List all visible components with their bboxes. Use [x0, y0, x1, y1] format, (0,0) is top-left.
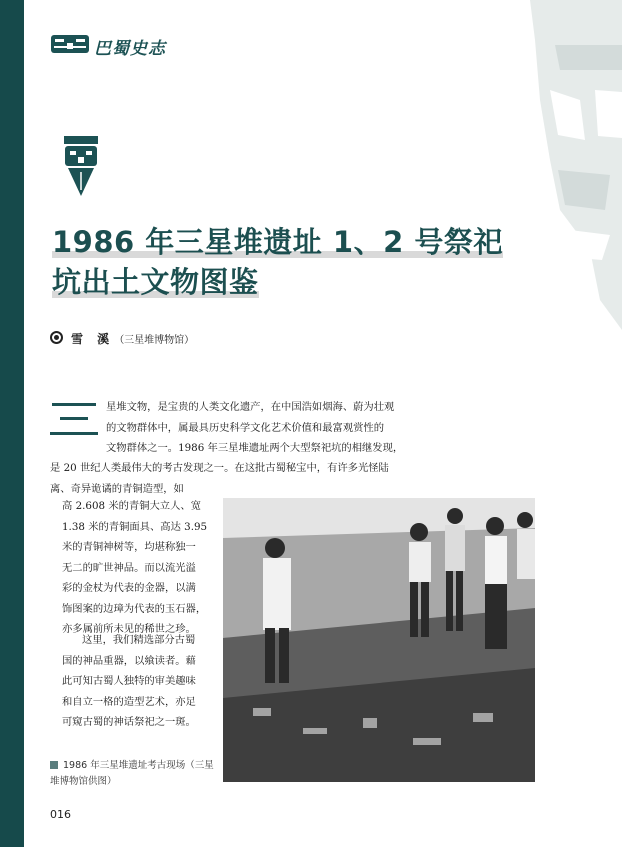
caption-marker-icon — [50, 761, 58, 769]
text-line: 亦多属前所未见的稀世之珍。 — [62, 623, 196, 635]
text-line: 的文物群体中，属最具历史科学文化艺术价值和最富观赏性的 — [106, 421, 385, 434]
pen-nib-icon — [64, 136, 98, 196]
paragraph-1-top — [106, 397, 436, 459]
text-line: 可窥古蜀的神话祭祀之一斑。 — [62, 716, 196, 728]
title-line-2: 坑出土文物图鉴 — [52, 262, 259, 302]
text-line: 和自立一格的造型艺术，亦足 — [62, 695, 196, 708]
text-line: 无二的旷世神品。而以流光溢 — [62, 561, 196, 574]
text-line: 是 20 世纪人类最伟大的考古发现之一。在这批古蜀秘宝中，有许多光怪陆 — [50, 462, 389, 474]
left-color-bar — [0, 0, 24, 847]
text-line: 米的青铜神树等，均堪称独一 — [62, 541, 196, 553]
excavation-site-photo — [223, 498, 535, 782]
paragraph-1-full — [50, 458, 440, 499]
text-line: 星堆文物，是宝贵的人类文化遗产，在中国浩如烟海、蔚为壮观 — [106, 401, 395, 413]
article-title — [52, 222, 532, 302]
photo-caption — [50, 758, 215, 790]
author-affiliation: （三星堆博物馆） — [114, 335, 195, 346]
text-line: 此可知古蜀人独特的审美趣味 — [62, 675, 196, 687]
paragraph-2 — [62, 630, 218, 733]
text-line: 高 2.608 米的青铜大立人、宽 — [62, 500, 201, 512]
text-line: 饰图案的边璋为代表的玉石器， — [62, 602, 207, 615]
text-line: 这里，我们精选部分古蜀 — [82, 634, 196, 646]
bronze-mask-logo-icon — [50, 33, 90, 55]
title-line-1: 1986 年三星堆遗址 1、2 号祭祀 — [52, 222, 503, 262]
magazine-title: 巴蜀史志 — [94, 39, 166, 59]
text-line: 1.38 米的青铜面具、高达 3.95 — [62, 520, 208, 533]
author-name: 雪 溪 — [71, 332, 115, 346]
text-line: 离、奇异诡谲的青铜造型，如 — [50, 482, 184, 495]
text-line: 文物群体之一。1986 年三星堆遗址两个大型祭祀坑的相继发现， — [106, 442, 404, 454]
bullet-icon — [50, 331, 63, 344]
text-line: 国的神品重器，以飨读者。藉 — [62, 654, 196, 667]
text-line: 彩的金杖为代表的金器，以满 — [62, 582, 196, 594]
caption-text: 1986 年三星堆遗址考古现场（三星堆博物馆供图） — [50, 760, 214, 787]
paragraph-1-narrow — [62, 496, 218, 640]
dropcap-san — [50, 400, 98, 438]
author-line — [50, 330, 194, 347]
page-number: 016 — [50, 808, 71, 821]
